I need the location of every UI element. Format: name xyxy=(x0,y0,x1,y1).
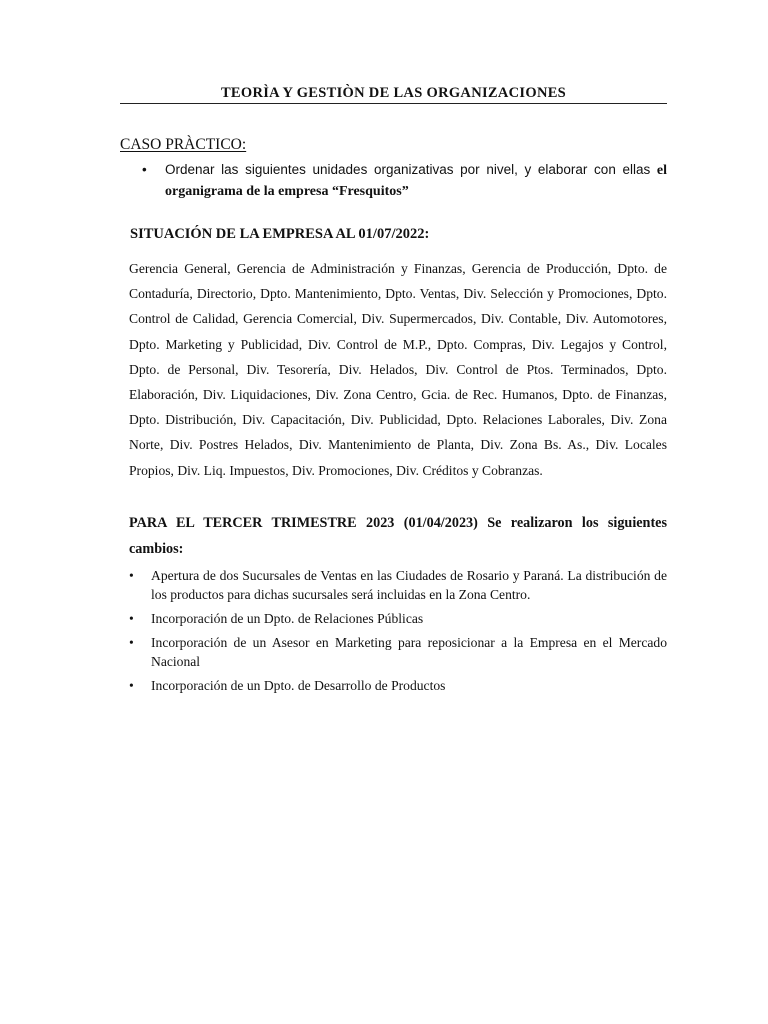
changes-list xyxy=(129,566,667,700)
case-heading: CASO PRÀCTICO: xyxy=(120,136,247,153)
change-item xyxy=(129,633,667,671)
bullet-icon: • xyxy=(142,162,147,177)
change-text: Incorporación de un Dpto. de Relaciones Públicas xyxy=(151,611,424,626)
change-text: Apertura de dos Sucursales de Ventas en las Ciudades de Rosario y Paraná. La distribución de los productos para dichas sucursales será incluidas en la Zona Centro. xyxy=(151,568,667,602)
units-paragraph: Gerencia General, Gerencia de Administración y Finanzas, Gerencia de Producción, Dpto. de Contaduría, Directorio, Dpto. Mantenimiento, Dpto. Ventas, Div. Selección y Promociones, Dpto. Control de Calidad, Gerencia Comercial, Div. Supermercados, Div. Contable, Div. Automotores, Dpto. Marketing y Publicidad, Div. Control de M.P., Dpto. Compras, Div. Legajos y Control, Dpto. de Personal, Div. Tesorería, Div. Helados, Div. Control de Ptos. Terminados, Dpto. Elaboración, Div. Liquidaciones, Div. Zona Centro, Gcia. de Rec. Humanos, Dpto. de Finanzas, Dpto. Distribución, Div. Capacitación, Div. Publicidad, Dpto. Relaciones Laborales, Div. Zona Norte, Div. Postres Helados, Div. Mantenimiento de Planta, Div. Zona Bs. As., Div. Locales Propios, Div. Liq. Impuestos, Div. Promociones, Div. Créditos y Cobranzas. xyxy=(129,261,667,478)
changes-heading: PARA EL TERCER TRIMESTRE 2023 (01/04/2023) Se realizaron los siguientes cambios: xyxy=(129,515,667,557)
change-item xyxy=(129,676,667,695)
title-underline-rule xyxy=(120,103,667,104)
change-text: Incorporación de un Dpto. de Desarrollo de Productos xyxy=(151,678,446,693)
bullet-icon: • xyxy=(129,678,134,693)
instruction-plain: Ordenar las siguientes unidades organizativas por nivel, y elaborar con ellas xyxy=(165,162,657,177)
instruction-bold: el organigrama de la empresa “Fresquitos” xyxy=(165,163,667,199)
document-title: TEORÌA Y GESTIÒN DE LAS ORGANIZACIONES xyxy=(220,85,567,101)
instruction-text xyxy=(165,160,667,202)
situation-heading: SITUACIÓN DE LA EMPRESA AL 01/07/2022: xyxy=(130,226,430,242)
change-item xyxy=(129,609,667,628)
instruction-item xyxy=(142,160,667,202)
change-text: Incorporación de un Asesor en Marketing para reposicionar a la Empresa en el Mercado Nacional xyxy=(151,635,667,669)
change-item xyxy=(129,566,667,604)
bullet-icon: • xyxy=(129,568,134,583)
bullet-icon: • xyxy=(129,635,134,650)
bullet-icon: • xyxy=(129,611,134,626)
